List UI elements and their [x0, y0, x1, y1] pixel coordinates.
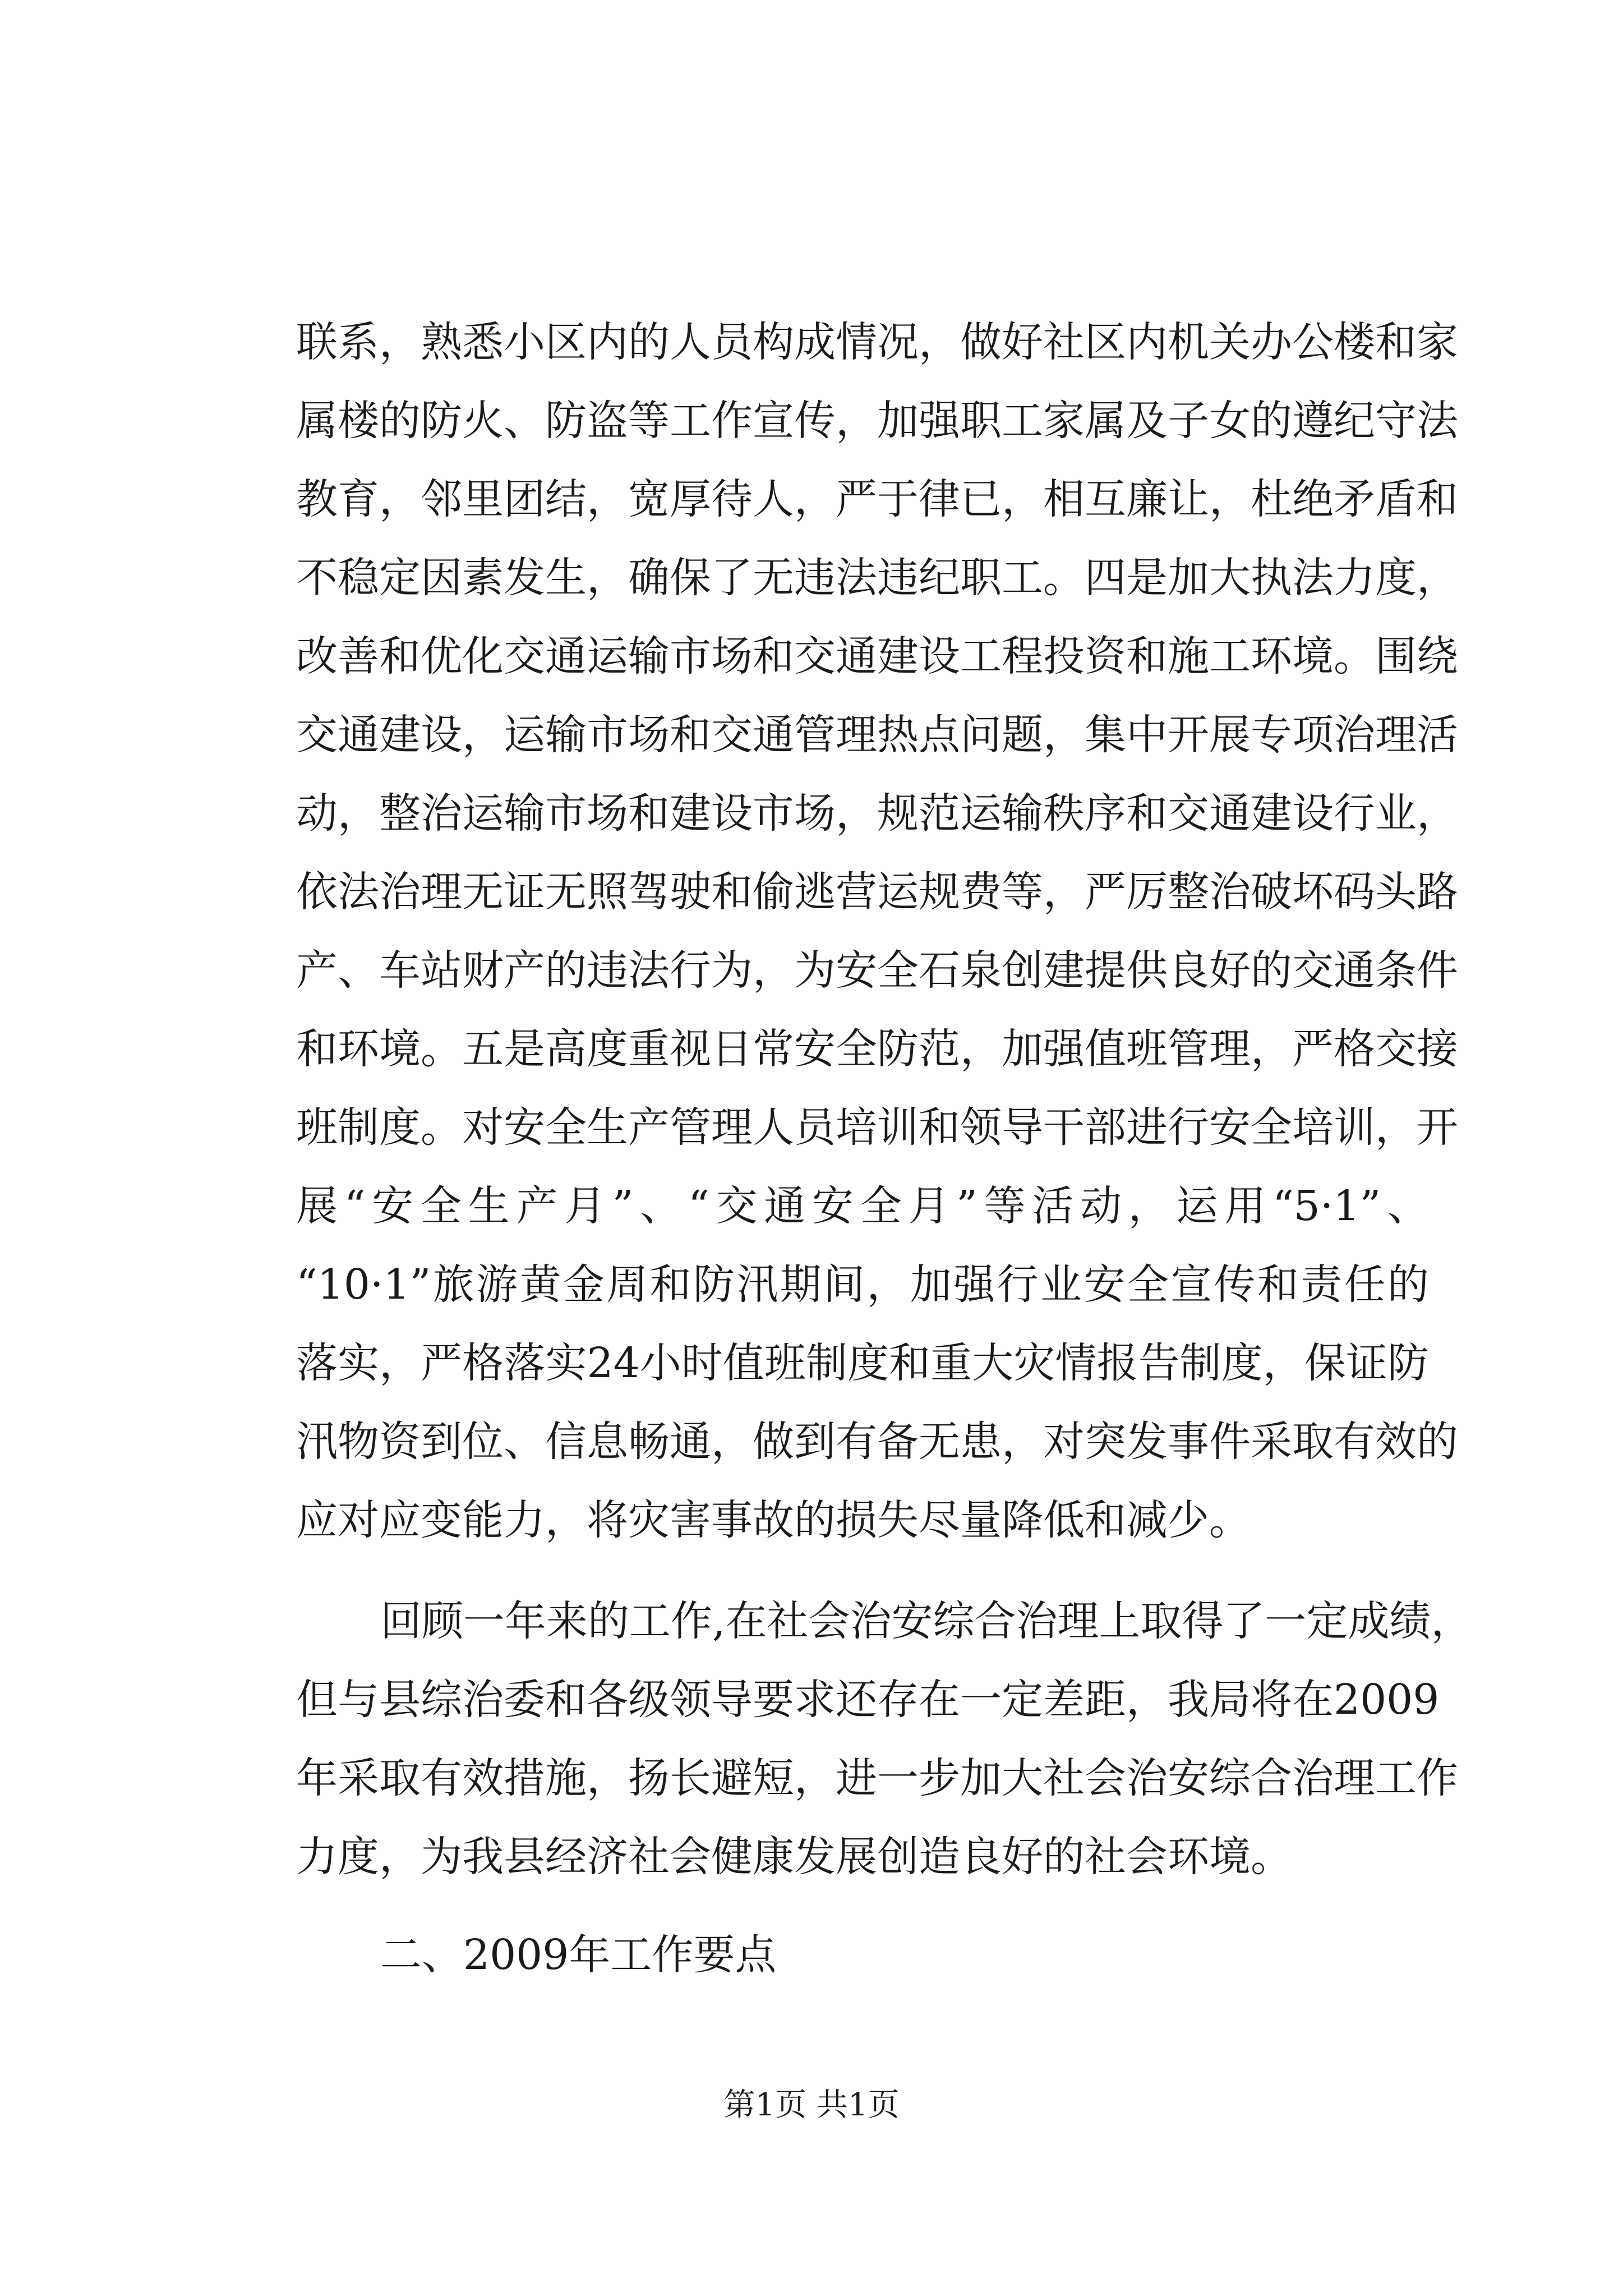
body-text-line: 展“安全生产月”、“交通安全月”等活动，运用“5·1”、	[296, 1182, 1429, 1230]
body-text-line: 年采取有效措施，扬长避短，进一步加大社会治安综合治理工作	[296, 1754, 1458, 1802]
body-text-line: 联系，熟悉小区内的人员构成情况，做好社区内机关办公楼和家	[296, 318, 1458, 366]
body-text-line: 落实，严格落实24小时值班制度和重大灾情报告制度，保证防	[296, 1339, 1429, 1387]
body-text-line: 属楼的防火、防盗等工作宣传，加强职工家属及子女的遵纪守法	[296, 397, 1458, 445]
body-text-line: 动，整治运输市场和建设市场，规范运输秩序和交通建设行业，	[296, 789, 1458, 838]
section-heading: 二、2009年工作要点	[380, 1931, 777, 1979]
body-text-line: 力度，为我县经济社会健康发展创造良好的社会环境。	[296, 1833, 1292, 1881]
body-text-line: 依法治理无证无照驾驶和偷逃营运规费等，严厉整治破坏码头路	[296, 868, 1458, 916]
body-text-line: 应对应变能力，将灾害事故的损失尽量降低和减少。	[296, 1496, 1251, 1544]
body-text-line: 教育，邻里团结，宽厚待人，严于律已，相互廉让，杜绝矛盾和	[296, 475, 1458, 523]
body-text-line: 回顾一年来的工作,在社会治安综合治理上取得了一定成绩，	[380, 1597, 1473, 1645]
body-text-line: 和环境。五是高度重视日常安全防范，加强值班管理，严格交接	[296, 1025, 1458, 1073]
body-text-line: 但与县综治委和各级领导要求还存在一定差距，我局将在2009	[296, 1676, 1440, 1724]
body-text-line: 不稳定因素发生，确保了无违法违纪职工。四是加大执法力度，	[296, 554, 1458, 602]
body-text-line: “10·1”旅游黄金周和防汛期间，加强行业安全宣传和责任的	[296, 1260, 1429, 1309]
body-text-line: 交通建设，运输市场和交通管理热点问题，集中开展专项治理活	[296, 711, 1458, 759]
body-text-line: 改善和优化交通运输市场和交通建设工程投资和施工环境。围绕	[296, 632, 1458, 680]
page-footer: 第1页 共1页	[723, 2087, 900, 2123]
body-text-line: 班制度。对安全生产管理人员培训和领导干部进行安全培训，开	[296, 1103, 1458, 1152]
body-text-line: 汛物资到位、信息畅通，做到有备无患，对突发事件采取有效的	[296, 1418, 1458, 1466]
body-text-line: 产、车站财产的违法行为，为安全石泉创建提供良好的交通条件	[296, 946, 1458, 995]
